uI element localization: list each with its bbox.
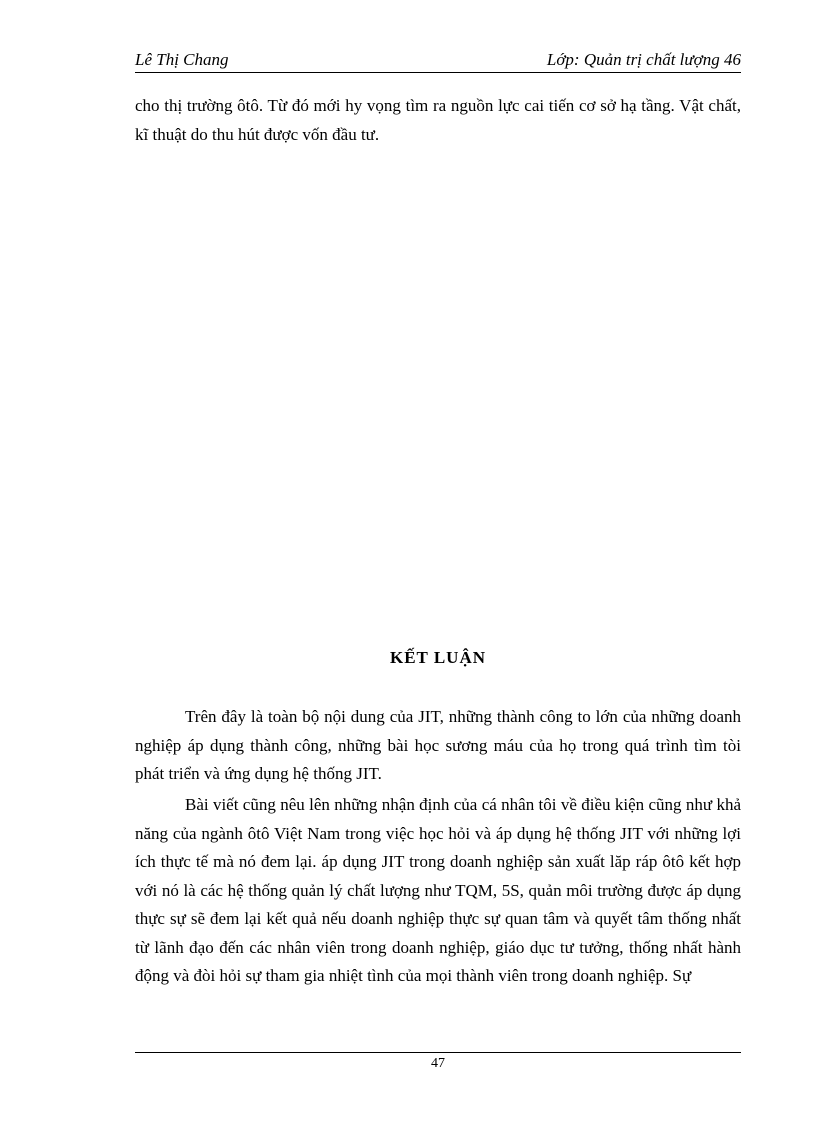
- section-heading: KẾT LUẬN: [389, 648, 486, 667]
- footer-divider: [135, 1052, 741, 1053]
- header-class: Lớp: Quản trị chất lượng 46: [546, 50, 741, 69]
- page-header: [135, 48, 741, 73]
- conclusion-paragraph-1: Trên đây là toàn bộ nội dung của JIT, những thành công to lớn của những doanh nghiệp áp dụng thành công, những bài học sương máu của họ trong quá trình tìm tòi phát triển và ứng dụng hệ thống JIT.: [135, 707, 741, 783]
- header-author: Lê Thị Chang: [135, 50, 229, 69]
- page-number: 47: [431, 1056, 445, 1071]
- conclusion-paragraph-2: Bài viết cũng nêu lên những nhận định của cá nhân tôi về điều kiện cũng như khả năng của ngành ôtô Việt Nam trong việc học hỏi và áp dụng hệ thống JIT với những lợi ích thực tế mà nó đem lại. áp dụng JIT trong doanh nghiệp sản xuất lăp ráp ôtô kết hợp với nó là các hệ thống quản lý chất lượng như TQM, 5S, quản môi trường được áp dụng thực sự sẽ đem lại kết quả nếu doanh nghiệp thực sự quan tâm và quyết tâm thống nhất từ lãnh đạo đến các nhân viên trong doanh nghiệp, giáo dục tư tưởng, thống nhất hành động và đòi hỏi sự tham gia nhiệt tình của mọi thành viên trong doanh nghiệp. Sự: [135, 795, 741, 985]
- continuation-paragraph: cho thị trường ôtô. Từ đó mới hy vọng tìm ra nguồn lực cai tiến cơ sở hạ tầng. Vật chất, kĩ thuật do thu hút được vốn đầu tư.: [135, 96, 741, 144]
